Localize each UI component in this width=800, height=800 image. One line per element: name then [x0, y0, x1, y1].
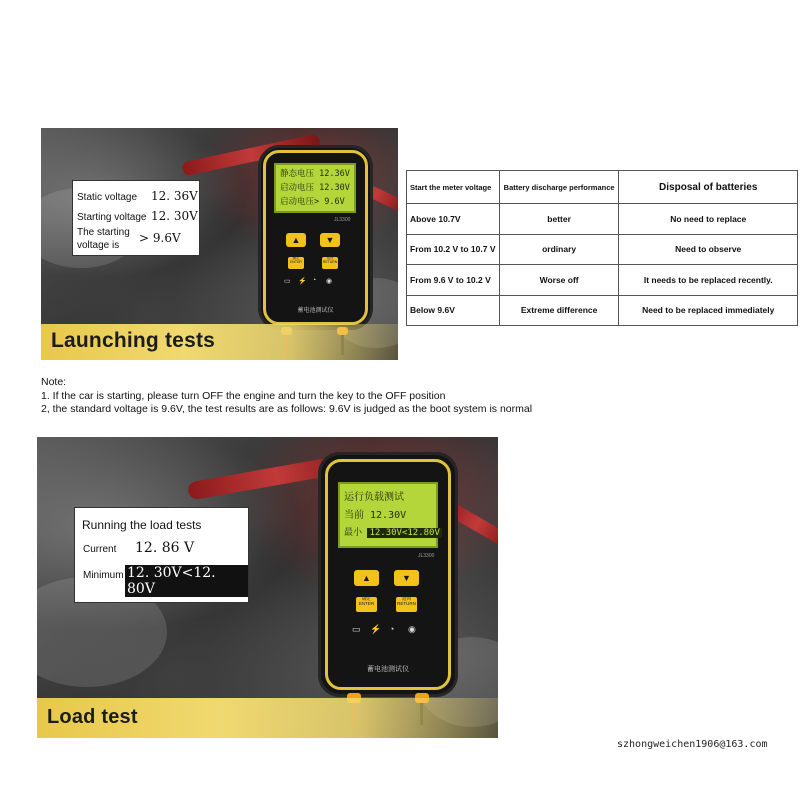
starting-voltage-label: Starting voltage — [77, 212, 147, 223]
device-lcd — [338, 482, 438, 548]
starting-is-label-line2: voltage is — [77, 240, 120, 251]
up-button[interactable] — [354, 570, 379, 586]
table-row — [407, 234, 798, 264]
starting-is-label-line1: The starting — [77, 227, 130, 238]
contact-watermark: szhongweichen1906@163.com — [617, 739, 768, 750]
table-cell: ordinary — [499, 234, 619, 264]
lcd-row-3-label: 最小 — [344, 528, 363, 538]
lcd-row-3-value: 12.30V<12.80V — [369, 528, 440, 538]
load-callout — [74, 507, 249, 603]
return-button[interactable]: 返回 RETURN — [396, 597, 417, 612]
table-header: Disposal of batteries — [619, 171, 798, 204]
lcd-row-2: 启动电压 12.30V — [280, 183, 350, 193]
lcd-row-1: 静态电压 12.36V — [280, 169, 350, 179]
lcd-row-1: 运行负载测试 — [344, 492, 404, 503]
battery-tester-device — [318, 452, 458, 697]
minimum-value: 12. 30V<12. 80V — [125, 565, 248, 597]
triangle-down-icon: ▼ — [325, 235, 335, 245]
static-voltage-label: Static voltage — [77, 192, 138, 203]
table-cell: Extreme difference — [499, 295, 619, 325]
current-value: 12. 86 V — [135, 540, 195, 556]
device-brand: 蓄电池测试仪 — [367, 666, 409, 673]
current-label: Current — [83, 544, 117, 555]
return-button[interactable]: 返回 RETURN — [322, 257, 338, 269]
notes-line-1: 1. If the car is starting, please turn OFF the engine and turn the key to the OFF position — [41, 389, 446, 402]
table-cell: Worse off — [499, 265, 619, 295]
battery-test-table — [406, 170, 798, 326]
battery-icon: ▭ — [284, 278, 291, 285]
starting-voltage-value: 12. 30V — [151, 209, 198, 223]
load-test-banner-text: Load test — [47, 706, 138, 728]
enter-button[interactable]: 确定 ENTER — [288, 257, 304, 269]
charge-icon: ⚡ — [298, 278, 307, 285]
table-cell: Above 10.7V — [407, 204, 500, 234]
notes-title: Note: — [41, 376, 67, 388]
battery-tester-device — [258, 145, 373, 330]
triangle-up-icon: ▲ — [362, 573, 371, 583]
table-row — [407, 265, 798, 295]
notes-line-2: 2, the standard voltage is 9.6V, the test results are as follows: 9.6V is judged as the boot system is normal — [41, 403, 533, 415]
table-cell: From 9.6 V to 10.2 V — [407, 265, 500, 295]
table-cell: better — [499, 204, 619, 234]
device-lcd — [274, 163, 356, 213]
table-row — [407, 295, 798, 325]
up-button[interactable] — [286, 233, 306, 247]
bulb-icon: ◉ — [326, 278, 333, 285]
table-cell: From 10.2 V to 10.7 V — [407, 234, 500, 264]
down-button[interactable] — [320, 233, 340, 247]
table-cell: Need to be replaced immediately — [619, 295, 798, 325]
table-cell: No need to replace — [619, 204, 798, 234]
gauge-icon: ◔ — [312, 277, 317, 284]
bulb-icon: ◉ — [408, 624, 416, 634]
battery-icon: ▭ — [352, 624, 361, 634]
down-button[interactable] — [394, 570, 419, 586]
enter-button[interactable]: 确定 ENTER — [356, 597, 377, 612]
table-cell: Below 9.6V — [407, 295, 500, 325]
lcd-row-3: 启动电压> 9.6V — [280, 197, 345, 207]
triangle-down-icon: ▼ — [402, 573, 411, 583]
static-voltage-value: 12. 36V — [151, 189, 198, 203]
triangle-up-icon: ▲ — [291, 235, 301, 245]
load-test-banner — [37, 698, 498, 738]
table-cell: Need to observe — [619, 234, 798, 264]
gauge-icon: ◔ — [389, 624, 395, 634]
load-test-photo — [37, 437, 498, 738]
table-cell: It needs to be replaced recently. — [619, 265, 798, 295]
notes-block — [41, 376, 532, 417]
device-model: JL3300 — [418, 553, 435, 559]
minimum-label: Minimum — [83, 570, 124, 581]
device-model: JL3300 — [334, 217, 351, 223]
table-row — [407, 204, 798, 234]
table-header: Start the meter voltage — [407, 171, 500, 204]
charge-icon: ⚡ — [370, 624, 382, 634]
table-header: Battery discharge performance — [499, 171, 619, 204]
table-header-row — [407, 171, 798, 204]
launching-banner-text: Launching tests — [51, 329, 216, 352]
launching-banner — [41, 324, 398, 360]
load-callout-title: Running the load tests — [82, 518, 202, 532]
launching-test-photo — [41, 128, 398, 360]
lcd-row-3 — [344, 525, 442, 538]
launching-callout — [72, 180, 200, 256]
starting-is-value: > 9.6V — [139, 231, 181, 245]
device-brand: 蓄电池测试仪 — [297, 308, 334, 314]
lcd-row-2: 当前 12.30V — [344, 510, 407, 521]
